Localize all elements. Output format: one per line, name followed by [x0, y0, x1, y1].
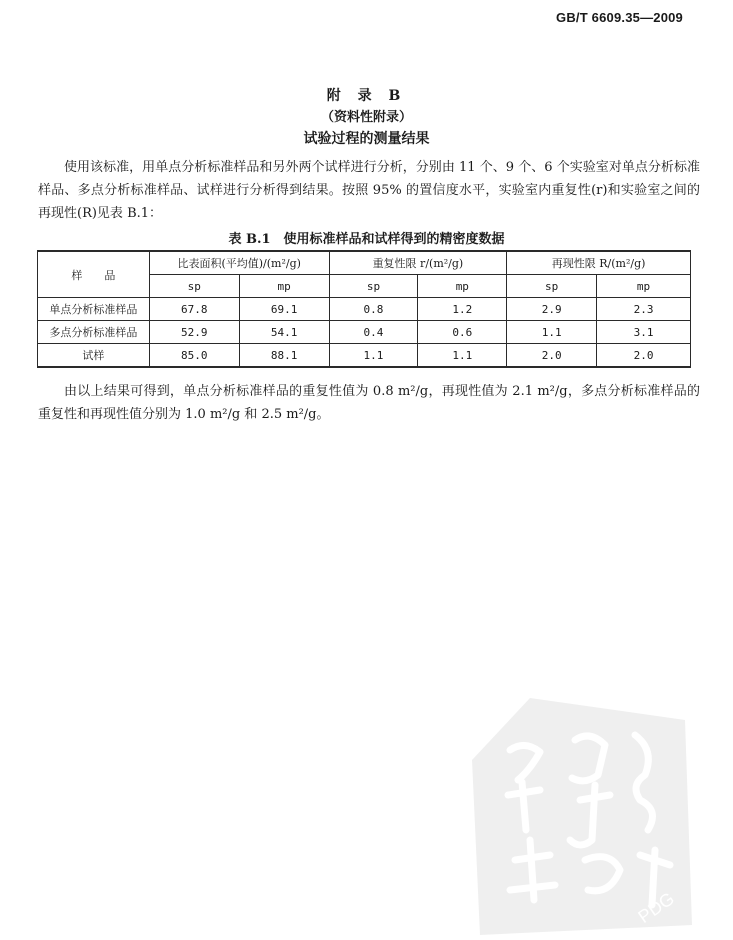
subheader-mp: mp [239, 275, 329, 298]
subheader-mp: mp [418, 275, 507, 298]
cell-value: 1.2 [418, 298, 507, 321]
subheader-sp: sp [329, 275, 418, 298]
header-sample: 样 品 [38, 251, 150, 298]
watermark-text: PDG [634, 888, 678, 928]
table-row [38, 321, 691, 344]
conclusion-paragraph: 由以上结果可得到，单点分析标准样品的重复性值为 0.8 m²/g，再现性值为 2.1 m²/g，多点分析标准样品的重复性和再现性值分别为 1.0 m²/g 和 2.5 m²/g。 [38, 384, 700, 422]
cell-value: 0.6 [418, 321, 507, 344]
row-sample-name: 多点分析标准样品 [38, 321, 150, 344]
cell-value: 0.8 [329, 298, 418, 321]
table-row [38, 344, 691, 368]
header-repeatability-limit: 重复性限 r/(m²/g) [329, 251, 507, 275]
header-specific-surface-area: 比表面积(平均值)/(m²/g) [149, 251, 329, 275]
row-sample-name: 试样 [38, 344, 150, 368]
cell-value: 1.1 [507, 321, 597, 344]
table-caption: 表 B.1 使用标准样品和试样得到的精密度数据 [228, 232, 505, 247]
subheader-sp: sp [507, 275, 597, 298]
standard-code: GB/T 6609.35—2009 [556, 10, 683, 25]
cell-value: 1.1 [329, 344, 418, 368]
cell-value: 2.3 [597, 298, 691, 321]
appendix-subtitle: （资料性附录） [320, 110, 412, 125]
table-row [38, 298, 691, 321]
cell-value: 2.9 [507, 298, 597, 321]
cell-value: 67.8 [149, 298, 239, 321]
cell-value: 2.0 [507, 344, 597, 368]
cell-value: 52.9 [149, 321, 239, 344]
cell-value: 69.1 [239, 298, 329, 321]
cell-value: 54.1 [239, 321, 329, 344]
header-reproducibility-limit: 再现性限 R/(m²/g) [507, 251, 691, 275]
appendix-title: 附 录 B [326, 88, 407, 104]
intro-paragraph: 使用该标准，用单点分析标准样品和另外两个试样进行分析，分别由 11 个、9 个、6 个实验室对单点分析标准样品、多点分析标准样品、试样进行分析得到结果。按照 95% 的置信度水平，实验室内重复性(r)和实验室之间的再现性(R)见表 B.1： [38, 160, 700, 221]
cell-value: 1.1 [418, 344, 507, 368]
cell-value: 85.0 [149, 344, 239, 368]
cell-value: 3.1 [597, 321, 691, 344]
cell-value: 0.4 [329, 321, 418, 344]
watermark-seal-icon [470, 690, 695, 935]
cell-value: 2.0 [597, 344, 691, 368]
appendix-heading: 试验过程的测量结果 [303, 131, 430, 147]
precision-table [37, 250, 691, 368]
row-sample-name: 单点分析标准样品 [38, 298, 150, 321]
cell-value: 88.1 [239, 344, 329, 368]
subheader-mp: mp [597, 275, 691, 298]
subheader-sp: sp [149, 275, 239, 298]
